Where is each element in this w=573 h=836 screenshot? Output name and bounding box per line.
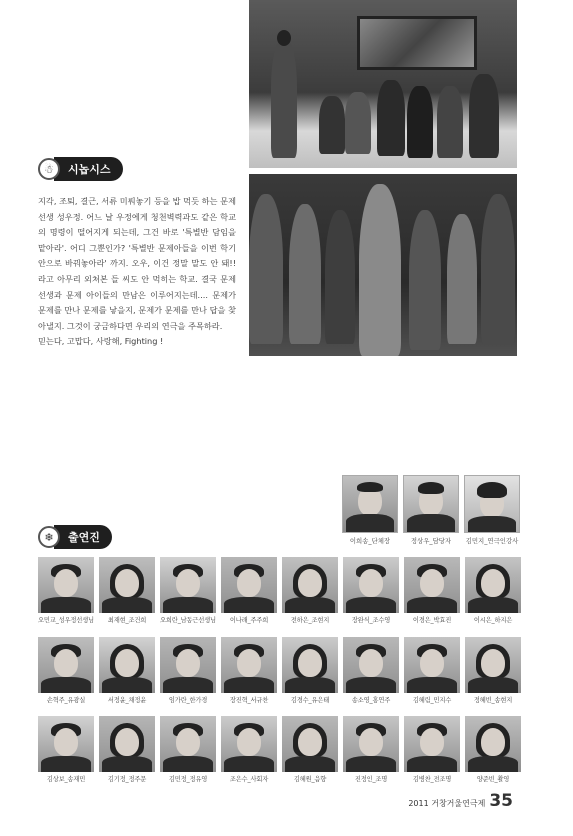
cast-member-photo <box>404 557 460 613</box>
cast-member-card <box>99 716 155 783</box>
staff-card <box>342 475 398 545</box>
cast-member-photo <box>221 716 277 772</box>
cast-member-card <box>221 637 277 704</box>
stage-photo-top <box>249 0 517 168</box>
synopsis-closing: 믿는다, 고맙다, 사랑해, Fighting ! <box>38 336 164 347</box>
cast-member-card <box>465 637 521 704</box>
cast-member-photo <box>282 637 338 693</box>
cast-member-photo <box>38 557 94 613</box>
cast-member-photo <box>38 716 94 772</box>
cast-member-card <box>160 637 216 704</box>
cast-member-photo <box>465 716 521 772</box>
cast-member-photo <box>160 716 216 772</box>
cast-member-card <box>343 637 399 704</box>
cast-member-card <box>221 557 277 624</box>
cast-member-caption: 이나래_주주희 <box>229 617 269 624</box>
cast-member-photo <box>404 716 460 772</box>
cast-member-caption: 조은수_사회자 <box>229 776 269 783</box>
cast-member-photo <box>99 557 155 613</box>
staff-caption: 김민지_연극인강사 <box>465 537 519 545</box>
cast-member-photo <box>282 716 338 772</box>
cast-member-caption: 이시은_하지은 <box>473 617 513 624</box>
cast-member-photo <box>404 637 460 693</box>
cast-member-card <box>404 716 460 783</box>
cast-member-caption: 최재현_조건희 <box>107 617 147 624</box>
staff-photo <box>403 475 459 533</box>
cast-member-caption: 양준빈_촬영 <box>476 776 510 783</box>
cast-member-photo <box>343 557 399 613</box>
cast-member-photo <box>221 637 277 693</box>
cast-member-card <box>38 716 94 783</box>
cast-member-caption: 김기정_정주문 <box>107 776 147 783</box>
cast-member-caption: 김병찬_전조명 <box>412 776 452 783</box>
cast-member-caption: 송소영_홍연주 <box>351 697 391 704</box>
staff-photo <box>464 475 520 533</box>
snowman-icon: ☃ <box>38 158 60 180</box>
cast-member-caption: 전하은_조현지 <box>290 617 330 624</box>
page-number: 35 <box>489 791 513 811</box>
cast-member-photo <box>343 637 399 693</box>
synopsis-body <box>38 194 236 350</box>
page-footer <box>408 791 513 811</box>
cast-member-card <box>465 716 521 783</box>
cast-member-card <box>465 557 521 624</box>
cast-member-card <box>99 557 155 624</box>
cast-member-photo <box>99 716 155 772</box>
cast-member-caption: 진정인_조명 <box>354 776 388 783</box>
cast-member-card <box>343 716 399 783</box>
cast-member-caption: 김혜림_민지수 <box>412 697 452 704</box>
cast-member-card <box>160 557 216 624</box>
cast-member-caption: 김경수_유은태 <box>290 697 330 704</box>
synopsis-header <box>38 157 123 181</box>
cast-member-photo <box>465 557 521 613</box>
cast-member-card <box>404 637 460 704</box>
cast-member-caption: 김상보_송재민 <box>46 776 86 783</box>
cast-member-card <box>38 557 94 624</box>
stage-photo-bottom <box>249 174 517 356</box>
cast-member-card <box>38 637 94 704</box>
footer-title: 2011 거창거울연극제 <box>408 799 486 808</box>
cast-member-card <box>221 716 277 783</box>
cast-member-card <box>160 716 216 783</box>
staff-caption: 이희송_단체장 <box>349 537 391 545</box>
cast-member-caption: 임가란_한가경 <box>168 697 208 704</box>
cast-member-photo <box>38 637 94 693</box>
synopsis-title: 시놉시스 <box>54 157 123 181</box>
cast-header <box>38 525 112 549</box>
cast-member-caption: 오희란_남동근선생님 <box>160 617 216 624</box>
staff-caption: 정상우_담당자 <box>410 537 452 545</box>
staff-card <box>403 475 459 545</box>
cast-member-card <box>343 557 399 624</box>
staff-card <box>464 475 520 545</box>
cast-member-card <box>282 557 338 624</box>
cast-member-caption: 장완식_조수영 <box>351 617 391 624</box>
staff-photo <box>342 475 398 533</box>
cast-member-caption: 김혜원_음향 <box>293 776 327 783</box>
cast-member-photo <box>221 557 277 613</box>
cast-member-photo <box>99 637 155 693</box>
cast-title: 출연진 <box>54 525 112 549</box>
cast-member-photo <box>160 637 216 693</box>
cast-member-caption: 손혁주_유광실 <box>46 697 86 704</box>
cast-member-caption: 서정윤_채정윤 <box>107 697 147 704</box>
cast-member-card <box>282 716 338 783</box>
cast-member-photo <box>282 557 338 613</box>
cast-member-caption: 장진혁_서규찬 <box>229 697 269 704</box>
cast-member-caption: 이경은_박효진 <box>412 617 452 624</box>
synopsis-paragraph: 지각, 조퇴, 결근, 서류 미뤄놓기 등을 밥 먹듯 하는 문제 선생 성우정. 어느 날 우정에게 청천벽력과도 같은 학교의 명령이 떨어지게 되는데, 그건 바로 '특별반 담임을 맡아라'. 어디 그뿐인가? '특별반 문제아들을 이번 학기 안으로 바꿔놓아라' 까지. 오우, 이건 정말 말도 안 돼!! 라고 아무리 외쳐본 들 씨도 안 먹히는 학교. 결국 문제 선생과 문제 아이들의 만남은 이루어지는데.... 문제가 문제를 만나 문제를 낳을지, 문제가 문제를 만나 답을 찾아낼지. 그것이 궁금하다면 우리의 연극을 주목하라. <box>38 196 236 331</box>
cast-member-card <box>99 637 155 704</box>
cast-member-photo <box>465 637 521 693</box>
cast-member-card <box>282 637 338 704</box>
cast-member-caption: 김민정_정유영 <box>168 776 208 783</box>
cast-member-photo <box>160 557 216 613</box>
cast-member-card <box>404 557 460 624</box>
cast-member-caption: 오민교_성우정선생님 <box>38 617 94 624</box>
cast-member-photo <box>343 716 399 772</box>
cast-member-caption: 정혜빈_송현지 <box>473 697 513 704</box>
snowflake-icon: ❄ <box>38 526 60 548</box>
